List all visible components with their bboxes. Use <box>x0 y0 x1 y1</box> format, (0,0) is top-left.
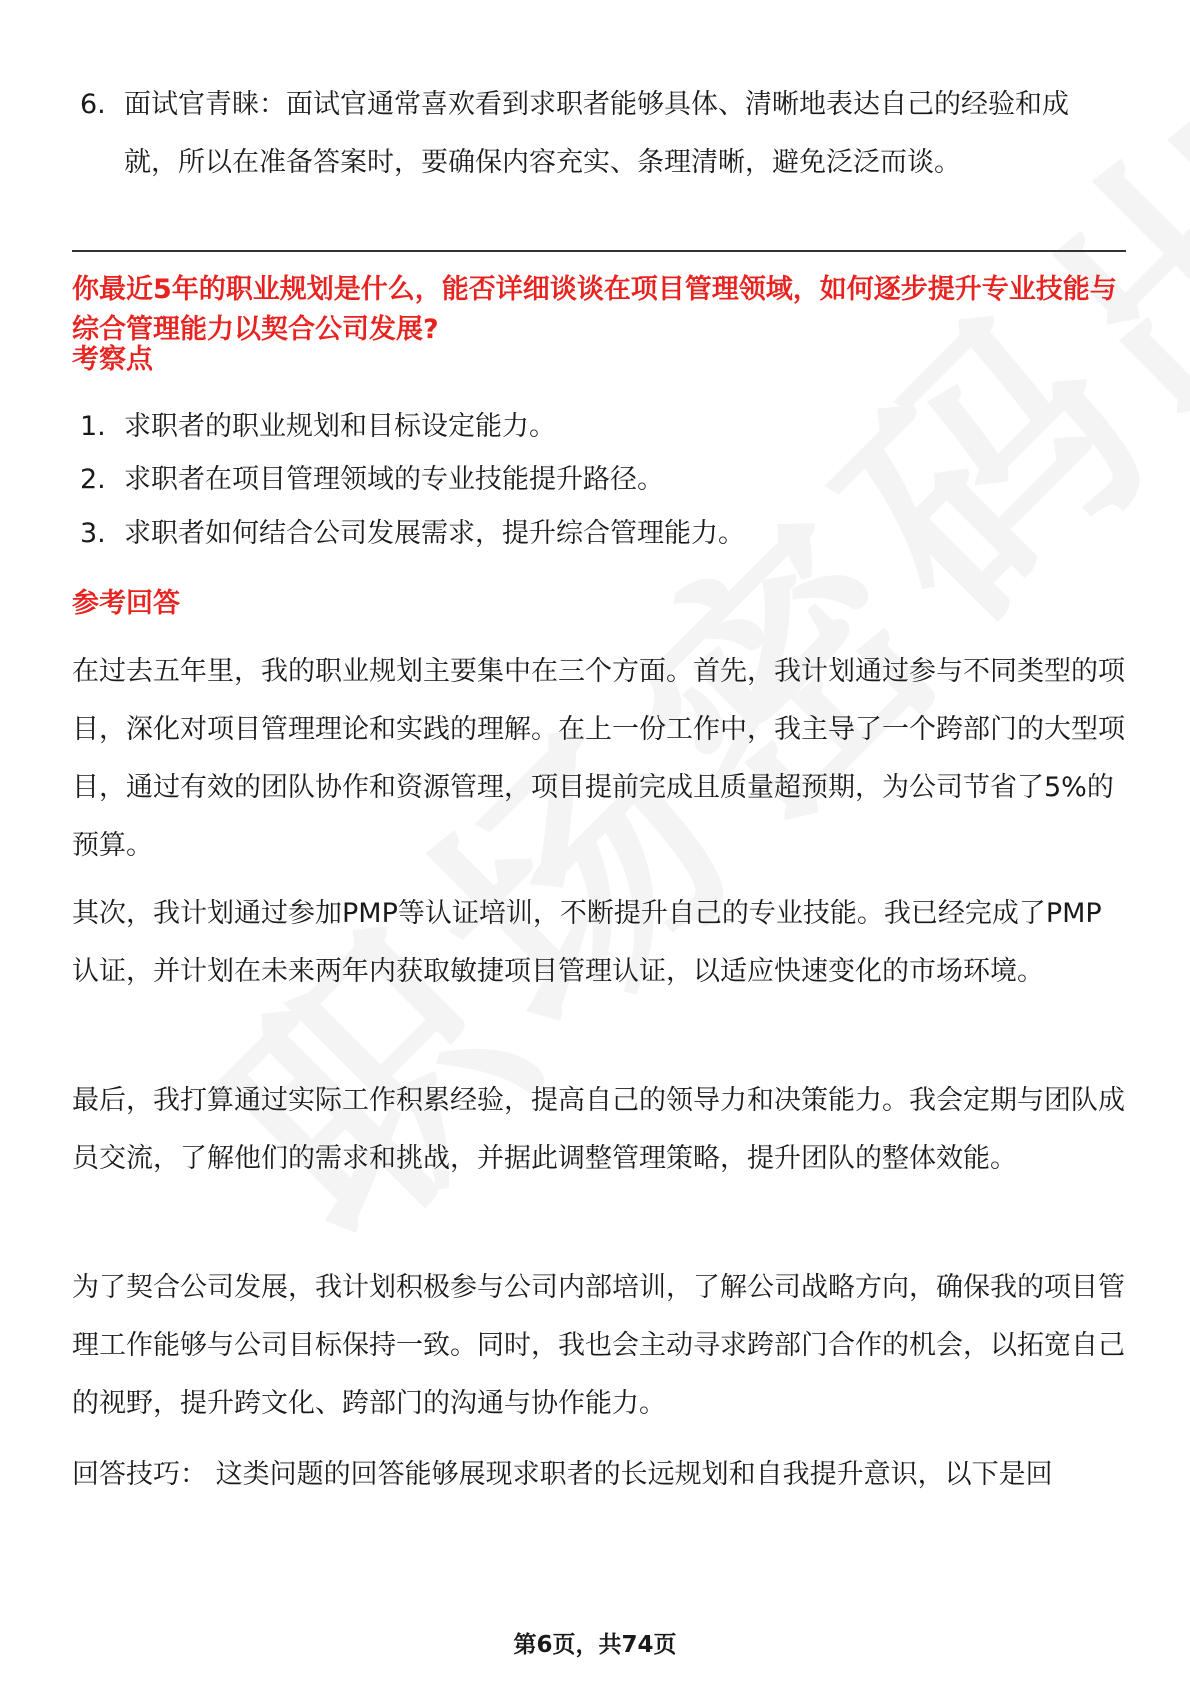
answer-paragraph-2: 其次，我计划通过参加PMP等认证培训，不断提升自己的专业技能。我已经完成了PMP认证，并计划在未来两年内获取敏捷项目管理认证，以适应快速变化的市场环境。 <box>72 898 1102 987</box>
reference-heading: 参考回答 <box>72 588 180 619</box>
assessment-item-1 <box>80 398 1120 456</box>
assessment-item-2 <box>80 451 1120 509</box>
list-text: 求职者在项目管理领域的专业技能提升路径。 <box>124 464 664 495</box>
question-title: 你最近5年的职业规划是什么，能否详细谈谈在项目管理领域，如何逐步提升专业技能与综合管理能力以契合公司发展? <box>72 274 1117 345</box>
list-number: 2. <box>80 464 106 495</box>
list-number: 3. <box>80 518 106 549</box>
assessment-item-3 <box>80 505 1120 563</box>
list-item-top <box>80 76 1120 192</box>
list-text: 面试官青睐：面试官通常喜欢看到求职者能够具体、清晰地表达自己的经验和成就，所以在准备答案时，要确保内容充实、条理清晰，避免泛泛而谈。 <box>124 89 1069 178</box>
answer-paragraph-4: 为了契合公司发展，我计划积极参与公司内部培训，了解公司战略方向，确保我的项目管理工作能够与公司目标保持一致。同时，我也会主动寻求跨部门合作的机会，以拓宽自己的视野，提升跨文化、跨部门的沟通与协作能力。 <box>72 1272 1125 1419</box>
answer-paragraph-3: 最后，我打算通过实际工作积累经验，提高自己的领导力和决策能力。我会定期与团队成员交流，了解他们的需求和挑战，并据此调整管理策略，提升团队的整体效能。 <box>72 1085 1125 1174</box>
list-number: 6. <box>80 89 106 120</box>
assessment-heading: 考察点 <box>72 344 153 375</box>
section-divider <box>72 250 1126 252</box>
list-text: 求职者的职业规划和目标设定能力。 <box>124 411 556 442</box>
answer-paragraph-1: 在过去五年里，我的职业规划主要集中在三个方面。首先，我计划通过参与不同类型的项目，深化对项目管理理论和实践的理解。在上一份工作中，我主导了一个跨部门的大型项目，通过有效的团队协作和资源管理，项目提前完成且质量超预期，为公司节省了5%的预算。 <box>72 656 1125 861</box>
list-number: 1. <box>80 411 106 442</box>
page-footer: 第6页，共74页 <box>513 1632 677 1658</box>
list-text: 求职者如何结合公司发展需求，提升综合管理能力。 <box>124 518 745 549</box>
answer-tips: 回答技巧： 这类问题的回答能够展现求职者的长远规划和自我提升意识，以下是回 <box>72 1459 1053 1490</box>
